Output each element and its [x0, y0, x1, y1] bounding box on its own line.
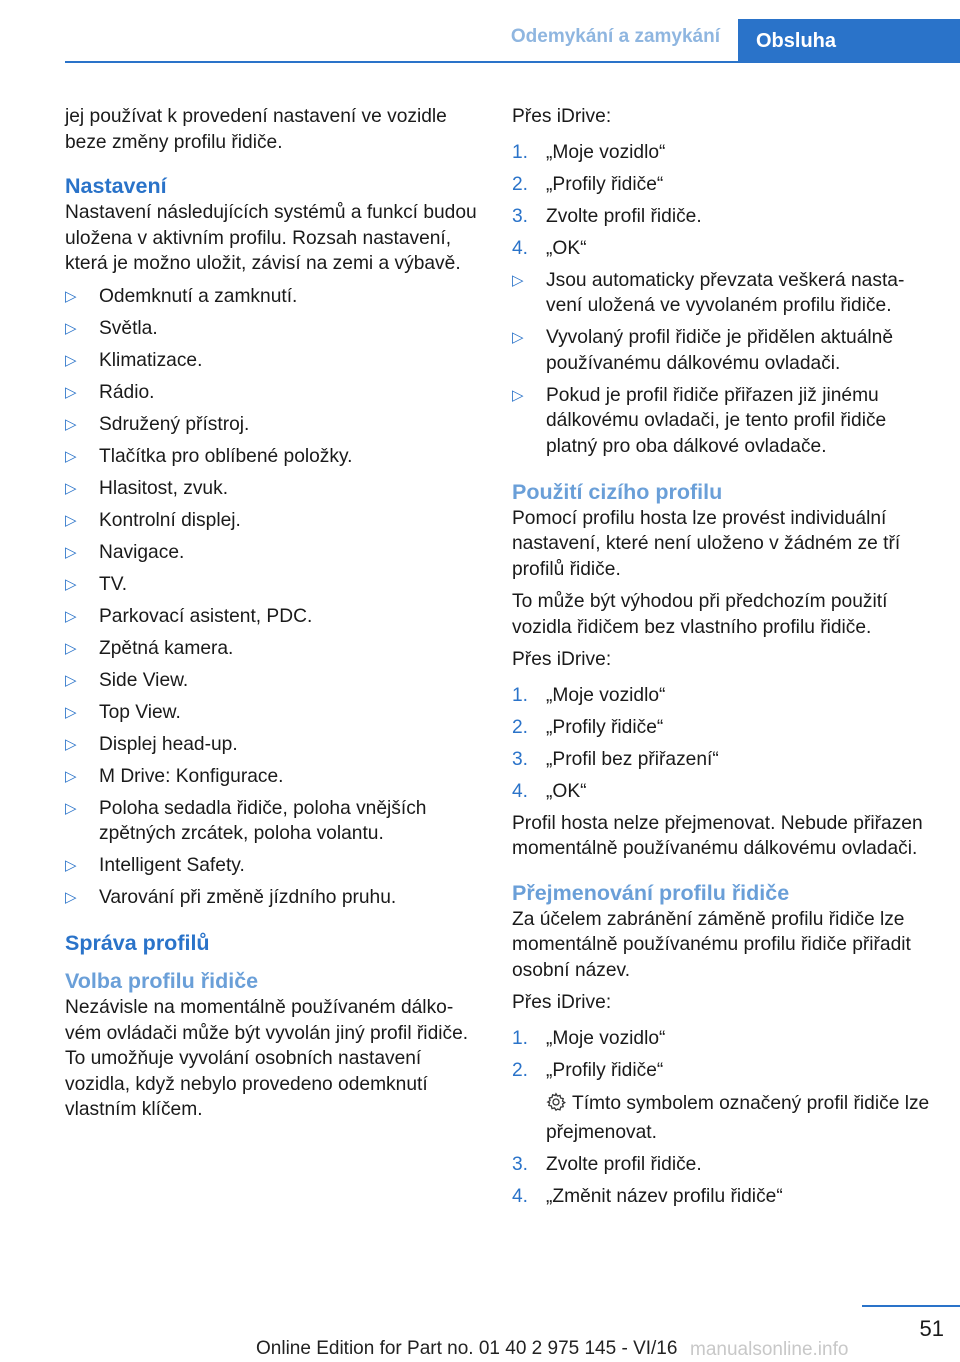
list-item-text: Varování při změně jízdního pruhu.	[99, 887, 397, 908]
step-number: 2.	[512, 1059, 529, 1081]
list-item-text: Top View.	[99, 701, 181, 723]
list-item	[512, 747, 932, 773]
step-text: „Moje vozidlo“	[546, 141, 666, 163]
triangle-bullet-icon: ▷	[65, 671, 77, 689]
triangle-bullet-icon: ▷	[65, 575, 77, 593]
list-item	[65, 348, 479, 374]
step-text: „Moje vozidlo“	[546, 1027, 666, 1049]
edition-note: Online Edition for Part no. 01 40 2 975 145 - VI/16	[256, 1338, 678, 1359]
header-chapter-tab	[738, 19, 960, 63]
triangle-bullet-icon: ▷	[65, 543, 77, 561]
step-number: 4.	[512, 780, 529, 802]
list-item	[65, 284, 479, 310]
triangle-bullet-icon: ▷	[65, 889, 77, 906]
list-item	[512, 1026, 932, 1052]
step-number: 1.	[512, 141, 529, 163]
list-item	[65, 764, 479, 790]
triangle-bullet-icon: ▷	[65, 799, 77, 817]
list-item	[65, 444, 479, 470]
list-item-text: TV.	[99, 573, 128, 595]
list-item	[512, 140, 932, 166]
list-item-text: Kontrolní displej.	[99, 509, 241, 531]
triangle-bullet-icon: ▷	[65, 447, 77, 465]
list-item	[512, 172, 932, 198]
steps-list-3	[512, 1026, 932, 1210]
prejm-heading: Přejmenování profilu řidiče	[512, 880, 790, 905]
prejm-paragraph: Za účelem zabránění záměně profilu řidiče lze momentálně používanému profilu řidiče přiřadit osobní název.	[512, 908, 911, 981]
list-item	[512, 779, 932, 805]
triangle-bullet-icon: ▷	[65, 703, 77, 721]
triangle-bullet-icon: ▷	[512, 386, 524, 404]
step-number: 3.	[512, 1153, 529, 1175]
step-text: „OK“	[546, 237, 587, 259]
triangle-bullet-icon: ▷	[512, 329, 524, 346]
cizi-paragraph-3: Profil hosta nelze přejmenovat. Nebude přiřazen momentálně používanému dálkovému ovladači.	[512, 812, 923, 859]
list-item-text: Světla.	[99, 317, 158, 339]
cizi-paragraph-1: Pomocí profilu hosta lze provést individuální nastavení, které není uloženo v žádném ze tří profilů řidiče.	[512, 507, 901, 580]
sprava-heading: Správa profilů	[65, 931, 210, 955]
list-item	[65, 796, 479, 847]
page-number: 51	[919, 1316, 944, 1341]
list-item	[65, 476, 479, 502]
list-item-text: Klimatizace.	[99, 349, 203, 371]
list-item-text: Jsou automaticky převzata veškerá nastavení uložená ve vyvolaném profilu řidiče.	[546, 269, 905, 316]
list-item-text: Displej head-up.	[99, 733, 238, 755]
list-item	[512, 715, 932, 741]
triangle-bullet-icon: ▷	[65, 767, 77, 785]
triangle-bullet-icon: ▷	[65, 351, 77, 369]
list-item-text: Pokud je profil řidiče přiřazen již jinému dálkovému ovladači, je tento profil řidiče platný pro oba dálkové ovladače.	[546, 384, 887, 457]
gear-note: Tímto symbolem označený profil řidiče lze přejmenovat.	[546, 1093, 930, 1143]
triangle-bullet-icon: ▷	[65, 735, 77, 753]
cizi-heading: Použití cizího profilu	[512, 479, 723, 504]
list-item	[512, 1152, 932, 1178]
step-text: „Moje vozidlo“	[546, 684, 666, 706]
list-item	[512, 236, 932, 262]
list-item-text: M Drive: Konfigurace.	[99, 765, 284, 787]
list-item-text: Tlačítka pro oblíbené položky.	[99, 445, 353, 467]
list-item	[65, 572, 479, 598]
step-number: 4.	[512, 237, 529, 259]
triangle-bullet-icon: ▷	[65, 479, 77, 497]
triangle-bullet-icon: ▷	[65, 511, 77, 529]
cizi-paragraph-2: To může být výhodou při předchozím použití vozidla řidičem bez vlastního profilu řidiče.	[512, 591, 888, 638]
intro-paragraph: jej používat k provedení nastavení ve vozidle beze změny profilu řidiče.	[65, 106, 447, 153]
list-item-text: Rádio.	[99, 381, 155, 403]
triangle-bullet-icon: ▷	[65, 607, 77, 625]
list-item	[512, 1184, 932, 1210]
list-item	[65, 316, 479, 342]
list-item	[65, 668, 479, 694]
settings-list	[65, 284, 479, 911]
list-item	[65, 885, 479, 911]
header-chapter-label: Obsluha	[756, 29, 837, 52]
list-item-text: Odemknutí a zamknutí.	[99, 285, 298, 307]
list-item	[65, 700, 479, 726]
list-item-text: Poloha sedadla řidiče, poloha vnějších zpětných zrcátek, poloha volantu.	[99, 797, 427, 844]
steps-list-1	[512, 140, 932, 262]
idrive-label-1: Přes iDrive:	[512, 106, 612, 127]
list-item-text: Sdružený přístroj.	[99, 413, 250, 435]
step-number: 3.	[512, 205, 529, 227]
steps-list-2	[512, 683, 932, 805]
list-item	[65, 732, 479, 758]
list-item	[512, 683, 932, 709]
list-item	[512, 268, 932, 319]
list-item	[512, 204, 932, 230]
step-number: 3.	[512, 748, 529, 770]
list-item-text: Zpětná kamera.	[99, 637, 234, 659]
step-text: Zvolte profil řidiče.	[546, 1153, 702, 1175]
triangle-bullet-icon: ▷	[65, 639, 77, 657]
list-item	[65, 412, 479, 438]
nastaveni-heading: Nastavení	[65, 174, 167, 198]
step-text: „Profily řidiče“	[546, 173, 664, 195]
volba-heading: Volba profilu řidiče	[65, 969, 259, 993]
right-column	[512, 104, 932, 1216]
step-number: 4.	[512, 1185, 529, 1207]
list-item	[65, 540, 479, 566]
list-item-text: Navigace.	[99, 541, 185, 563]
idrive-label-2: Přes iDrive:	[512, 649, 612, 670]
list-item	[512, 325, 932, 376]
list-item	[65, 380, 479, 406]
header-rule	[65, 61, 960, 63]
footer-rule	[862, 1305, 960, 1307]
triangle-bullet-icon: ▷	[65, 319, 77, 337]
list-item-text: Vyvolaný profil řidiče je přidělen aktuálně používanému dálkovému ovladači.	[546, 327, 893, 374]
list-item	[65, 636, 479, 662]
step-text: Zvolte profil řidiče.	[546, 205, 702, 227]
watermark: manualsonline.info	[690, 1339, 849, 1360]
gear-icon	[546, 1092, 566, 1120]
notes-list-1	[512, 268, 932, 460]
list-item-text: Parkovací asistent, PDC.	[99, 605, 313, 627]
list-item	[512, 1058, 932, 1146]
step-number: 2.	[512, 173, 529, 195]
list-item	[512, 383, 932, 460]
triangle-bullet-icon: ▷	[512, 271, 524, 289]
list-item	[65, 508, 479, 534]
left-column	[65, 104, 479, 1130]
step-number: 1.	[512, 684, 529, 706]
list-item-text: Intelligent Safety.	[99, 855, 245, 876]
list-item	[65, 853, 479, 879]
step-text: „Profily řidiče“	[546, 716, 664, 738]
triangle-bullet-icon: ▷	[65, 287, 77, 305]
triangle-bullet-icon: ▷	[65, 415, 77, 433]
step-text: „Změnit název profilu řidiče“	[546, 1185, 783, 1207]
step-text: „Profily řidiče“	[546, 1059, 664, 1081]
list-item-text: Hlasitost, zvuk.	[99, 477, 229, 499]
volba-paragraph: Nezávisle na momentálně používaném dálkovém ovládači může být vyvolán jiný profil řidiče. To umožňuje vyvolání osobních nastavení vozidla, když nebylo provedeno odemknutí vlastním klíčem.	[65, 997, 469, 1120]
step-number: 2.	[512, 716, 529, 738]
step-number: 1.	[512, 1027, 529, 1049]
idrive-label-3: Přes iDrive:	[512, 992, 612, 1013]
step-text: „Profil bez přiřazení“	[546, 748, 719, 770]
list-item-text: Side View.	[99, 669, 189, 691]
nastaveni-paragraph: Nastavení následujících systémů a funkcí budou uložena v aktivním profilu. Rozsah nastavení, která je možno uložit, závisí na zemi a výbavě.	[65, 202, 477, 274]
list-item	[65, 604, 479, 630]
triangle-bullet-icon: ▷	[65, 857, 77, 874]
triangle-bullet-icon: ▷	[65, 383, 77, 401]
step-text: „OK“	[546, 780, 587, 802]
header-section-title: Odemykání a zamykání	[510, 26, 720, 47]
